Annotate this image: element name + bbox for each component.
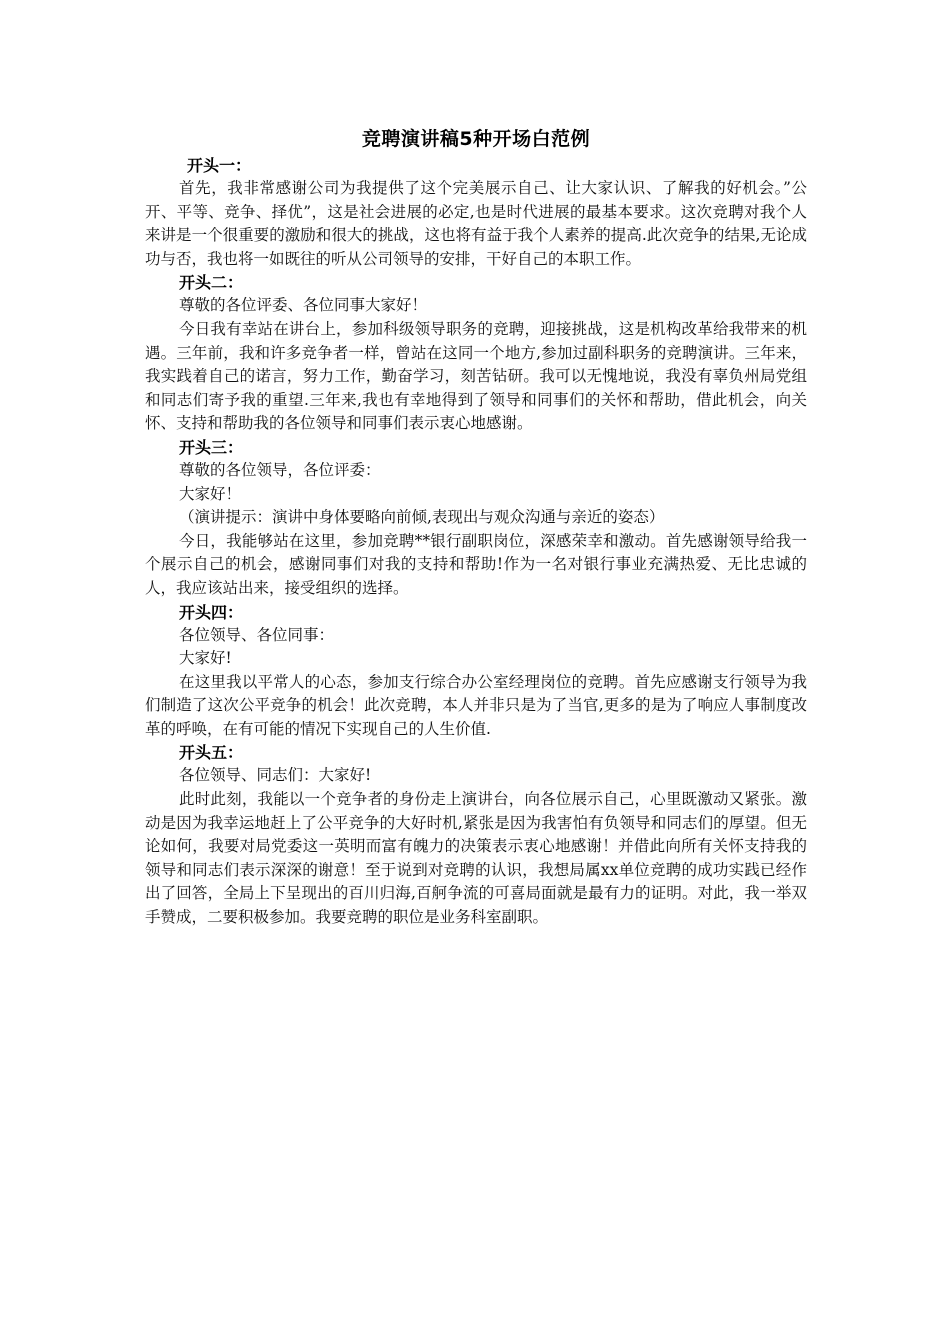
document-content <box>145 124 807 930</box>
paragraph: 首先，我非常感谢公司为我提供了这个完美展示自己、让大家认识、了解我的好机会。”公开、平等、竞争、择优”，这是社会进展的必定,也是时代进展的最基本要求。这次竞聘对我个人来讲是一个很重要的激励和很大的挑战，这也将有益于我个人素养的提高.此次竞争的结果,无论成功与否，我也将一如既往的听从公司领导的安排，干好自己的本职工作。 <box>145 179 807 268</box>
paragraph: 今日，我能够站在这里，参加竞聘**银行副职岗位，深感荣幸和激动。首先感谢领导给我一个展示自己的机会，感谢同事们对我的支持和帮助!作为一名对银行事业充满热爱、无比忠诚的人，我应该站出来，接受组织的选择。 <box>145 531 807 597</box>
section-heading: 开头五： <box>179 743 244 763</box>
paragraph: 大家好！ <box>179 484 242 503</box>
paragraph: 此时此刻，我能以一个竞争者的身份走上演讲台，向各位展示自己，心里既激动又紧张。激动是因为我幸运地赶上了公平竞争的大好时机,紧张是因为我害怕有负领导和同志们的厚望。但无论如何，我要对局党委这一英明而富有魄力的决策表示衷心地感谢！并借此向所有关怀支持我的领导和同志们表示深深的谢意！至于说到对竞聘的认识，我想局属xx单位竞聘的成功实践已经作出了回答，全局上下呈现出的百川归海,百舸争流的可喜局面就是最有力的证明。对此，我一举双手赞成，二要积极参加。我要竞聘的职位是业务科室副职。 <box>145 790 807 927</box>
paragraph: 尊敬的各位评委、各位同事大家好！ <box>179 296 428 315</box>
paragraph: 大家好! <box>179 649 232 668</box>
paragraph: 各位领导、同志们：大家好! <box>179 766 372 785</box>
section-1 <box>145 154 807 271</box>
paragraph: （演讲提示：演讲中身体要略向前倾,表现出与观众沟通与亲近的姿态） <box>179 508 665 527</box>
paragraph: 尊敬的各位领导，各位评委： <box>179 460 381 479</box>
document-title: 竞聘演讲稿5种开场白范例 <box>361 128 591 150</box>
paragraph: 各位领导、各位同事： <box>179 625 335 644</box>
section-heading: 开头四： <box>179 602 244 622</box>
section-5 <box>145 741 807 929</box>
section-2 <box>145 271 807 436</box>
section-heading: 开头一： <box>187 156 252 175</box>
section-4 <box>145 601 807 742</box>
section-heading: 开头二： <box>179 273 244 293</box>
paragraph: 在这里我以平常人的心态，参加支行综合办公室经理岗位的竞聘。首先应感谢支行领导为我们制造了这次公平竞争的机会！此次竞聘，本人并非只是为了当官,更多的是为了响应人事制度改革的呼唤，在有可能的情况下实现自己的人生价值. <box>145 672 807 738</box>
paragraph: 今日我有幸站在讲台上，参加科级领导职务的竞聘，迎接挑战，这是机构改革给我带来的机遇。三年前，我和许多竞争者一样，曾站在这同一个地方,参加过副科职务的竞聘演讲。三年来，我实践着自己的诺言，努力工作，勤奋学习，刻苦钻研。我可以无愧地说，我没有辜负州局党组和同志们寄予我的重望.三年来,我也有幸地得到了领导和同事们的关怀和帮助，借此机会，向关怀、支持和帮助我的各位领导和同事们表示衷心地感谢。 <box>145 319 807 433</box>
section-3 <box>145 436 807 601</box>
section-heading: 开头三： <box>179 437 244 457</box>
